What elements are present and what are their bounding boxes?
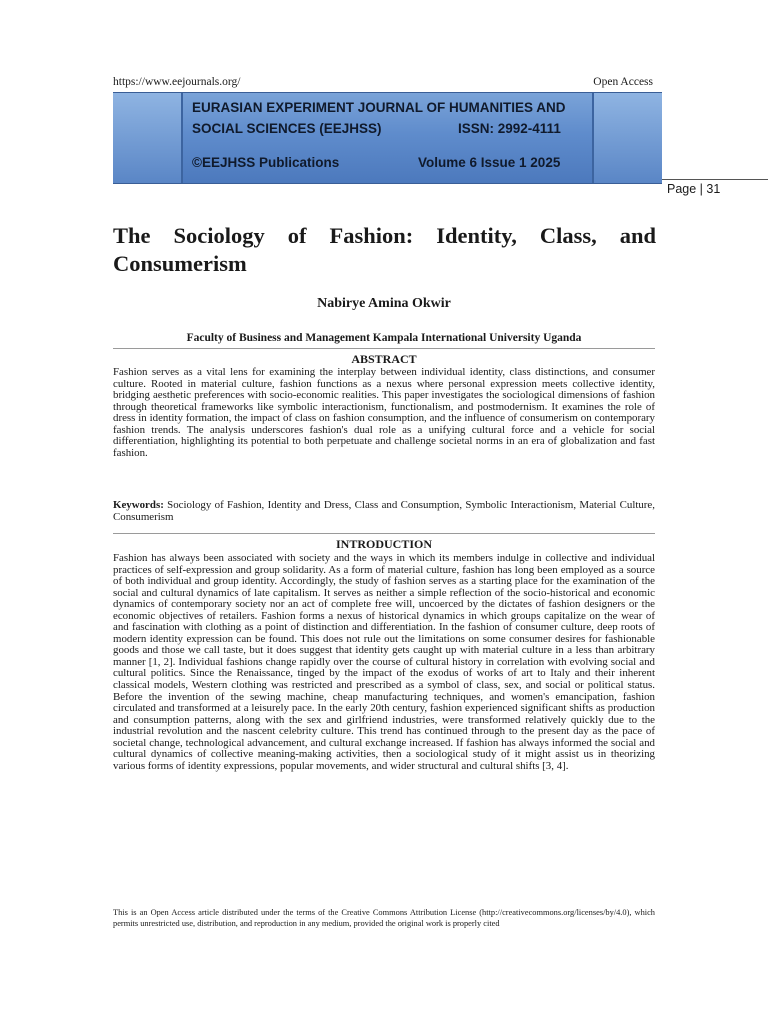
journal-issn: ISSN: 2992-4111 bbox=[458, 121, 561, 136]
publisher-label: ©EEJHSS Publications bbox=[192, 155, 340, 170]
introduction-heading: INTRODUCTION bbox=[335, 537, 432, 551]
abstract-text: Fashion serves as a vital lens for examining the interplay between individual identity, class distinctions, and consumer culture. Rooted in material culture, fashion functions as a nexus where personal expression meets collective identity, bridging aesthetic preferences with socio-economic realities. This paper investigates the sociological dimensions of fashion through theoretical frameworks like symbolic interactionism, functionalism, and postmodernism. It examines the role of dress in identity formation, the impact of class on fashion consumption, and the influence of consumerism on contemporary fashion trends. The analysis underscores fashion's dual role as a unifying cultural force and a vehicle for social differentiation, highlighting its potential to both perpetuate and challenge societal norms in an era of globalization and fast fashion. bbox=[113, 366, 655, 459]
volume-issue: Volume 6 Issue 1 2025 bbox=[418, 155, 561, 170]
journal-url[interactable]: https://www.eejournals.org/ bbox=[113, 76, 241, 88]
author-affiliation: Faculty of Business and Management Kampala International University Uganda bbox=[186, 332, 582, 344]
banner-right-panel bbox=[592, 93, 662, 183]
article-title: The Sociology of Fashion: Identity, Class, and Consumerism bbox=[113, 223, 656, 276]
license-footnote: This is an Open Access article distributed under the terms of the Creative Commons Attribution License (http://creativecommons.org/licenses/by/4.0), which permits unrestricted use, distribution, and reproduction in any medium, provided the original work is properly cited bbox=[113, 908, 655, 928]
banner-left-panel bbox=[113, 93, 183, 183]
keywords-label: Keywords: bbox=[113, 499, 164, 511]
introduction-top-rule bbox=[113, 533, 655, 534]
page-number: Page | 31 bbox=[667, 182, 721, 196]
abstract-heading: ABSTRACT bbox=[351, 352, 417, 366]
introduction-text: Fashion has always been associated with society and the ways in which its members indulge in collective and individual practices of self-expression and group solidarity. As a form of material culture, fashion has long been employed as a source of both individual and group identity. Accordingly, the study of fashion serves as a starting place for the examination of the social and cultural dynamics of late capitalism. It serves as neither a simple reflection of the socio-historical and economic dynamics of contemporary society nor an act of complete free will, uncoerced by the dictates of fashion designers or the economic objectives of retailers. Fashion forms a nexus of historical dynamics in which groups capitalize on the wear of and fascination with clothing as a point of distinction and differentiation. In the fashion of consumer culture, deep roots of modern identity expression can be found. This does not rule out the limitations on some consumer desires for fashionable goods and those we call taste, but it does suggest that identity gets caught up with material culture in a less than arbitrary manner [1, 2]. Individual fashions change rapidly over the course of cultural history in correlation with evolving social and cultural politics. Since the Renaissance, tinged by the impact of the exodus of works of art to Italy and their inherent classical models, Western clothing was restricted and prescribed as a symbol of class, sex, and social or political status. Before the invention of the sewing machine, cheap manufacturing techniques, and women's emancipation, fashion circulated and transformed at a leisurely pace. In the early 20th century, fashion experienced significant shifts as production and consumption patterns, along with the sex and girlfriend industries, were transformed relatively quickly due to the industrial revolution and the nascent celebrity culture. This trend has continued through to the present day as the pace of societal change, technological advancement, and cultural exchange increased. If fashion has always informed the social and cultural dynamics of collective meaning-making activities, then a sociological study of it might assist us in theorizing various forms of identity expressions, popular movements, and wider structural and cultural shifts [3, 4]. bbox=[113, 552, 655, 772]
journal-name-line1: EURASIAN EXPERIMENT JOURNAL OF HUMANITIES AND bbox=[192, 100, 566, 115]
open-access-label: Open Access bbox=[593, 76, 653, 88]
page-number-rule bbox=[662, 179, 768, 180]
keywords bbox=[113, 500, 655, 523]
journal-name-line2: SOCIAL SCIENCES (EEJHSS) bbox=[192, 121, 382, 136]
abstract-top-rule bbox=[113, 348, 655, 349]
article-author: Nabirye Amina Okwir bbox=[317, 296, 451, 311]
keywords-list: Sociology of Fashion, Identity and Dress, Class and Consumption, Symbolic Interactionism, Material Culture, Consumerism bbox=[113, 499, 655, 523]
journal-banner bbox=[113, 92, 662, 184]
